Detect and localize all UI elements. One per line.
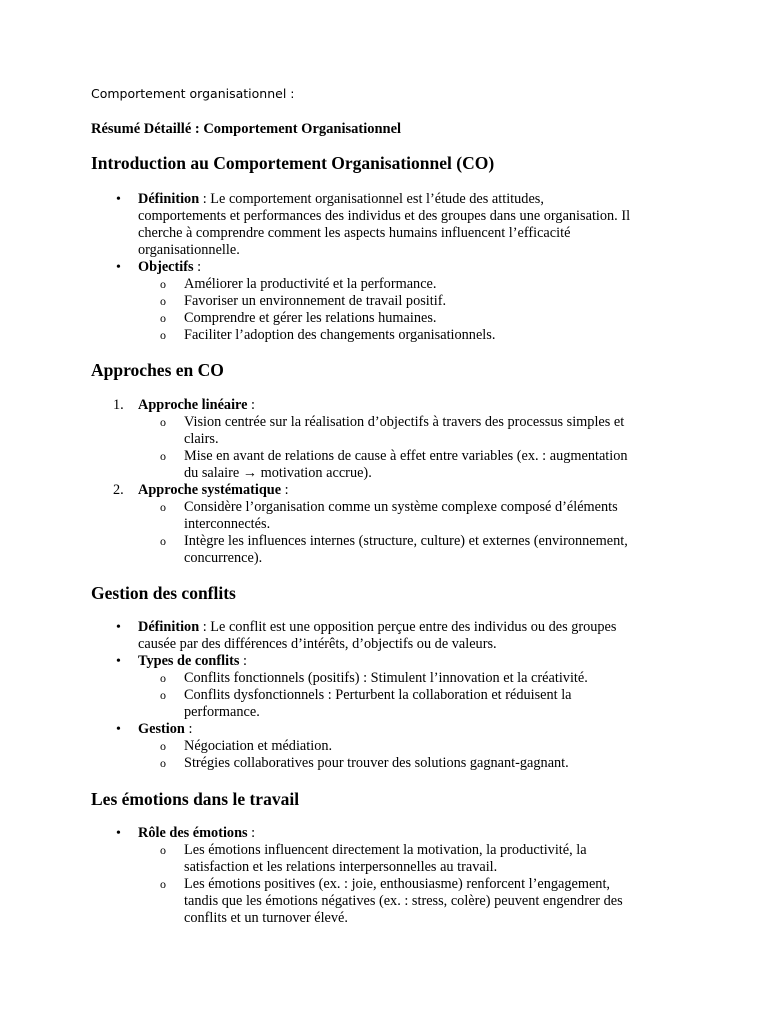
list-item: Faciliter l’adoption des changements organisationnels. (184, 327, 496, 343)
sub-bullet-marker: o (160, 415, 166, 429)
intro-objectifs-line: Objectifs : (138, 259, 202, 275)
list-item: Conflits dysfonctionnels : Perturbent la collaboration et réduisent la (184, 687, 572, 703)
bullet-marker: • (116, 620, 121, 635)
intro-definition-line: organisationnelle. (138, 242, 240, 258)
list-item-continuation: conflits et un turnover élevé. (184, 910, 348, 926)
sub-bullet-marker: o (160, 294, 166, 308)
list-item: Strégies collaboratives pour trouver des solutions gagnant-gagnant. (184, 755, 569, 771)
approche-systematique-line: Approche systématique : (138, 482, 289, 498)
list-number: 1. (113, 397, 124, 413)
heading-approches: Approches en CO (91, 360, 224, 380)
list-item-continuation: concurrence). (184, 550, 263, 566)
intro-definition-line: Définition : Le comportement organisationnel est l’étude des attitudes, (138, 191, 544, 207)
approche-lineaire-term: Approche linéaire (138, 397, 248, 413)
sub-bullet-marker: o (160, 843, 166, 857)
sub-bullet-marker: o (160, 671, 166, 685)
list-item-continuation: tandis que les émotions négatives (ex. : stress, colère) peuvent engendrer des (184, 893, 623, 909)
heading-introduction: Introduction au Comportement Organisationnel (CO) (91, 153, 495, 173)
intro-definition-line: comportements et performances des individus et des groupes dans une organisation. Il (138, 208, 631, 224)
document-title: Comportement organisationnel : (91, 86, 295, 101)
list-item: Considère l’organisation comme un système complexe composé d’éléments (184, 499, 618, 515)
sub-bullet-marker: o (160, 277, 166, 291)
list-item: Favoriser un environnement de travail positif. (184, 293, 447, 309)
conflits-definition-line: Définition : Le conflit est une opposition perçue entre des individus ou des groupes (138, 619, 617, 635)
heading-conflits: Gestion des conflits (91, 583, 236, 603)
sub-bullet-marker: o (160, 756, 166, 770)
intro-definition-term: Définition (138, 191, 200, 207)
list-item: Améliorer la productivité et la performance. (184, 276, 437, 292)
intro-objectifs-term: Objectifs (138, 259, 194, 275)
list-item: Négociation et médiation. (184, 738, 333, 754)
list-item: Les émotions positives (ex. : joie, enthousiasme) renforcent l’engagement, (184, 876, 611, 892)
sub-bullet-marker: o (160, 739, 166, 753)
conflits-definition-line: causée par des différences d’intérêts, d’objectifs ou de valeurs. (138, 636, 497, 652)
list-item-continuation: clairs. (184, 431, 219, 447)
list-item: Conflits fonctionnels (positifs) : Stimulent l’innovation et la créativité. (184, 670, 588, 686)
list-item-continuation: satisfaction et les relations interpersonnelles au travail. (184, 859, 498, 875)
list-item: Mise en avant de relations de cause à effet entre variables (ex. : augmentation (184, 448, 628, 464)
conflits-types-term: Types de conflits (138, 653, 240, 669)
bullet-marker: • (116, 260, 121, 275)
list-item: Les émotions influencent directement la motivation, la productivité, la (184, 842, 587, 858)
bullet-marker: • (116, 192, 121, 207)
sub-bullet-marker: o (160, 311, 166, 325)
emotions-role-line: Rôle des émotions : (138, 825, 256, 841)
conflits-types-line: Types de conflits : (138, 653, 247, 669)
bullet-marker: • (116, 826, 121, 841)
sub-bullet-marker: o (160, 449, 166, 463)
sub-bullet-marker: o (160, 534, 166, 548)
emotions-role-term: Rôle des émotions (138, 825, 248, 841)
sub-bullet-marker: o (160, 877, 166, 891)
list-item: Vision centrée sur la réalisation d’objectifs à travers des processus simples et (184, 414, 625, 430)
bullet-marker: • (116, 722, 121, 737)
conflits-gestion-line: Gestion : (138, 721, 193, 737)
conflits-gestion-term: Gestion (138, 721, 185, 737)
sub-bullet-marker: o (160, 328, 166, 342)
bullet-marker: • (116, 654, 121, 669)
list-item: Intègre les influences internes (structure, culture) et externes (environnement, (184, 533, 628, 549)
intro-definition-line: cherche à comprendre comment les aspects humains influencent l’efficacité (138, 225, 571, 241)
sub-bullet-marker: o (160, 688, 166, 702)
list-item-continuation: performance. (184, 704, 260, 720)
list-item-continuation: interconnectés. (184, 516, 271, 532)
list-item-continuation: du salaire → motivation accrue). (184, 465, 372, 481)
conflits-definition-term: Définition (138, 619, 200, 635)
list-item: Comprendre et gérer les relations humaines. (184, 310, 437, 326)
summary-title: Résumé Détaillé : Comportement Organisationnel (91, 121, 402, 137)
heading-emotions: Les émotions dans le travail (91, 789, 300, 809)
sub-bullet-marker: o (160, 500, 166, 514)
approche-systematique-term: Approche systématique (138, 482, 282, 498)
list-number: 2. (113, 482, 124, 498)
approche-lineaire-line: Approche linéaire : (138, 397, 256, 413)
